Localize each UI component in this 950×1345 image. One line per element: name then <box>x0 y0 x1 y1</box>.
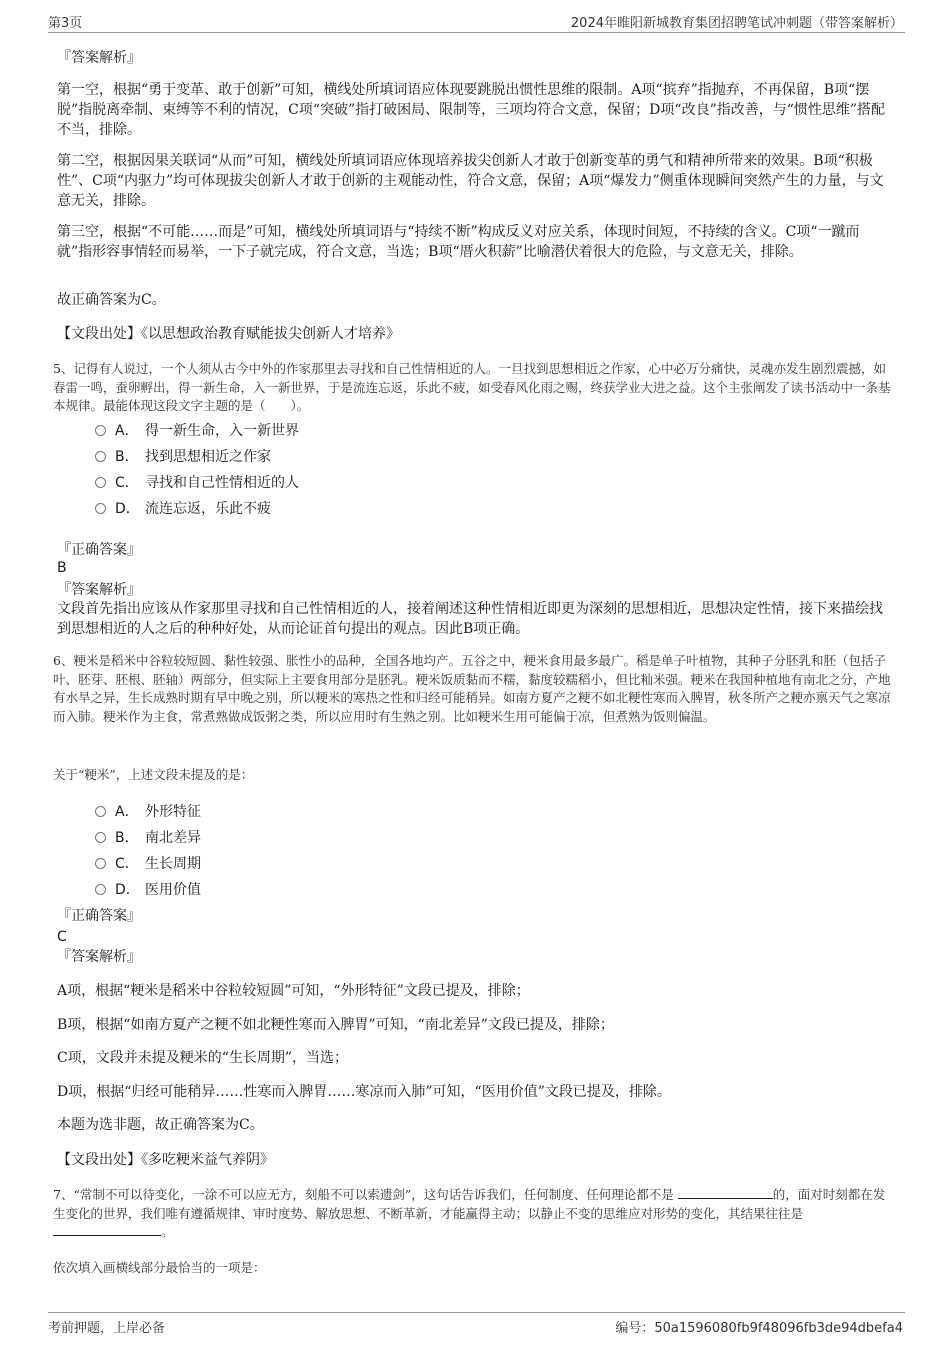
document-title: 2024年睢阳新城教育集团招聘笔试冲刺题（带答案解析） <box>570 16 903 31</box>
q5-option-c[interactable]: C． 寻找和自己性情相近的人 <box>95 473 299 493</box>
q4-analysis-p3: 第三空，根据“不可能……而是”可知，横线处所填词语与“持续不断”构成反义对应关系，体现时间短，不持续的含义。C项“一蹴而就”指形容事情轻而易举，一下子就完成，符合文意，当选；B项“厝火积薪”比喻潜伏着很大的危险，与文意无关，排除。 <box>57 224 860 260</box>
q6-analysis-b: B项，根据“如南方夏产之粳不如北粳性寒而入脾胃”可知，“南北差异”文段已提及，排除； <box>57 1017 614 1033</box>
q5-stem: 5、记得有人说过，一个人须从古今中外的作家那里去寻找和自己性情相近的人。一旦找到思想相近之作家，心中必万分痛快，灵魂亦发生剧烈震撼，如春雷一鸣，蚕卵孵出，得一新生命，入一新世界，于是流连忘返，乐此不疲，如受春风化雨之赐，终获学业大进之益。这个主张阐发了读书活动中一条基本规律。最能体现这段文字主题的是（ ）。 <box>53 361 891 413</box>
radio-icon[interactable] <box>95 884 106 895</box>
q6-answer-title: 『正确答案』 <box>57 908 141 924</box>
radio-icon[interactable] <box>95 477 106 488</box>
footer-code: 编号：50a1596080fb9f48096fb3de94dbefa4 <box>615 1321 903 1336</box>
q4-analysis-p2: 第二空，根据因果关联词“从而”可知，横线处所填词语应体现培养拔尖创新人才敢于创新变革的勇气和精神所带来的效果。B项“积极性”、C项“内驱力”均可体现拔尖创新人才敢于创新的主观能动性，符合文意，保留；A项“爆发力”侧重体现瞬间突然产生的力量，与文意无关，排除。 <box>57 153 884 209</box>
q6-option-b[interactable]: B． 南北差异 <box>95 828 201 848</box>
page-header <box>48 12 905 33</box>
q6-option-c[interactable]: C． 生长周期 <box>95 854 201 874</box>
q5-option-b[interactable]: B． 找到思想相近之作家 <box>95 447 271 467</box>
q4-analysis-title: 『答案解析』 <box>57 50 141 66</box>
q6-option-d[interactable]: D． 医用价值 <box>95 880 201 900</box>
radio-icon[interactable] <box>95 425 106 436</box>
q5-option-a[interactable]: A． 得一新生命，入一新世界 <box>95 421 299 441</box>
q6-analysis-d: D项，根据“归经可能稍异……性寒而入脾胃……寒凉而入肺”可知，“医用价值”文段已提及，排除。 <box>57 1084 671 1100</box>
q6-analysis-a: A项，根据“粳米是稻米中谷粒较短圆”可知，“外形特征”文段已提及，排除； <box>57 983 530 999</box>
radio-icon[interactable] <box>95 858 106 869</box>
radio-icon[interactable] <box>95 503 106 514</box>
q7-prompt: 依次填入画横线部分最恰当的一项是： <box>53 1260 266 1275</box>
q5-answer: B <box>57 560 67 576</box>
fill-blank-1[interactable] <box>678 1186 773 1199</box>
q4-conclusion: 故正确答案为C。 <box>57 292 166 308</box>
footer-slogan: 考前押题，上岸必备 <box>48 1321 166 1336</box>
q6-conclusion: 本题为选非题，故正确答案为C。 <box>57 1117 264 1133</box>
q6-analysis-title: 『答案解析』 <box>57 949 141 965</box>
q7-stem: 7、“常制不可以待变化，一涂不可以应无方，刻船不可以索遗剑”，这句话告诉我们，任何制度、任何理论都不是 的，面对时刻都在发生变化的世界，我们唯有遵循规律、审时度势、解放思想、不断革新，才能赢得主动；以静止不变的思维应对形势的变化，其结果往往是 。 <box>53 1187 886 1239</box>
q6-source: 【文段出处】《多吃粳米益气养阴》 <box>57 1152 274 1168</box>
q4-source: 【文段出处】《以思想政治教育赋能拔尖创新人才培养》 <box>57 326 400 342</box>
q6-option-a[interactable]: A． 外形特征 <box>95 802 201 822</box>
radio-icon[interactable] <box>95 806 106 817</box>
q4-analysis-p1: 第一空，根据“勇于变革、敢于创新”可知，横线处所填词语应体现要跳脱出惯性思维的限制。A项“摈弃”指抛弃，不再保留，B项“摆脱”指脱离牵制、束缚等不利的情况，C项“突破”指打破困局、限制等，三项均符合文意，保留；D项“改良”指改善，与“惯性思维”搭配不当，排除。 <box>57 82 886 138</box>
q6-stem: 6、粳米是稻米中谷粒较短圆、黏性较强、胀性小的品种，全国各地均产。五谷之中，粳米食用最多最广。稻是单子叶植物，其种子分胚乳和胚（包括子叶、胚芽、胚根、胚轴）两部分，但实际上主要食用部分是胚乳。粳米饭质黏而不糯，黏度较糯稻小，但比籼米强。粳米在我国种植地有南北之分，产地有水旱之异，生长成熟时期有早中晚之别，所以粳米的寒热之性和归经可能稍异。如南方夏产之粳不如北粳性寒而入脾胃，秋冬所产之粳亦禀天气之寒凉而入肺。粳米作为主食，常煮熟做成饭粥之类，所以应用时有生熟之别。比如粳米生用可能偏于凉，但煮熟为饭则偏温。 <box>53 653 891 724</box>
page-footer <box>48 1312 905 1337</box>
radio-icon[interactable] <box>95 451 106 462</box>
q5-analysis: 文段首先指出应该从作家那里寻找和自己性情相近的人，接着阐述这种性情相近即更为深刻的思想相近，思想决定性情，接下来描绘找到思想相近的人之后的种种好处，从而论证首句提出的观点。因此B项正确。 <box>57 601 883 637</box>
q6-answer: C <box>57 929 67 945</box>
q5-answer-title: 『正确答案』 <box>57 542 141 558</box>
q5-analysis-title: 『答案解析』 <box>57 582 141 598</box>
fill-blank-2[interactable] <box>53 1223 161 1236</box>
page-number: 第3页 <box>48 16 83 31</box>
q6-prompt: 关于“粳米”，上述文段未提及的是： <box>53 767 254 782</box>
radio-icon[interactable] <box>95 832 106 843</box>
q6-analysis-c: C项，文段并未提及粳米的“生长周期”，当选； <box>57 1050 349 1066</box>
q5-option-d[interactable]: D． 流连忘返，乐此不疲 <box>95 499 271 519</box>
